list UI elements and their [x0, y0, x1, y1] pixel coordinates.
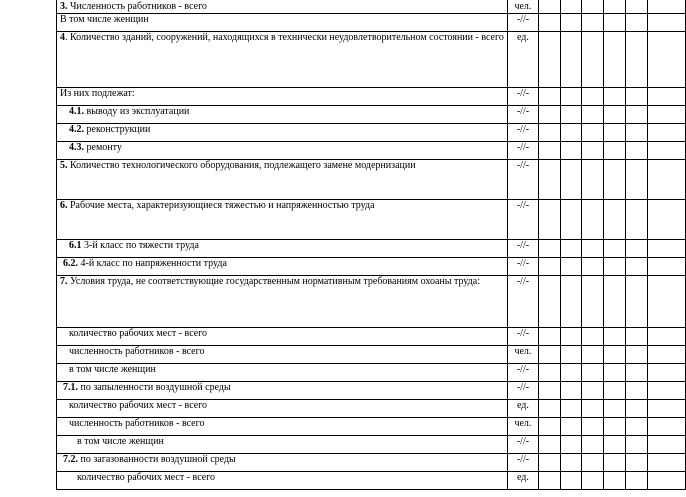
row-unit: -//-: [507, 454, 538, 472]
row-label: 7.2. по загазованности воздушной среды: [57, 454, 508, 472]
table-row: [57, 200, 686, 240]
table-row: [57, 472, 686, 490]
table-row: [57, 32, 686, 88]
row-label: 7.1. по запыленности воздушной среды: [57, 382, 508, 400]
row-unit: ед.: [507, 32, 538, 88]
table-row: [57, 240, 686, 258]
report-table: [56, 0, 686, 490]
table-row: [57, 346, 686, 364]
row-unit: -//-: [507, 240, 538, 258]
row-unit: -//-: [507, 14, 538, 32]
table-row: [57, 258, 686, 276]
table-row: [57, 124, 686, 142]
row-label: 6. Рабочие места, характеризующиеся тяжестью и напряженностью труда: [57, 200, 508, 240]
row-label: количество рабочих мест - всего: [57, 328, 508, 346]
row-label: 4. Количество зданий, сооружений, находящихся в технически неудовлетворительном состоянии - всего: [57, 32, 508, 88]
row-unit: -//-: [507, 142, 538, 160]
row-label: 6.1 3-й класс по тяжести труда: [57, 240, 508, 258]
row-unit: чел.: [507, 346, 538, 364]
row-unit: ед.: [507, 472, 538, 490]
row-unit: чел.: [507, 418, 538, 436]
row-label: в том числе женщин: [57, 436, 508, 454]
table-row: [57, 436, 686, 454]
row-unit: ед.: [507, 400, 538, 418]
row-unit: -//-: [507, 258, 538, 276]
table-row: [57, 88, 686, 106]
table-row: [57, 142, 686, 160]
table-row: [57, 276, 686, 328]
row-label: 4.2. реконструкции: [57, 124, 508, 142]
row-label: 5. Количество технологического оборудования, подлежащего замене модернизации: [57, 160, 508, 200]
row-label: количество рабочих мест - всего: [57, 400, 508, 418]
row-unit: -//-: [507, 276, 538, 328]
table-row: [57, 14, 686, 32]
row-unit: -//-: [507, 106, 538, 124]
table-row: [57, 328, 686, 346]
row-unit: -//-: [507, 124, 538, 142]
row-label: В том числе женщин: [57, 14, 508, 32]
row-unit: -//-: [507, 436, 538, 454]
row-unit: -//-: [507, 160, 538, 200]
table-row: [57, 160, 686, 200]
row-label: численность работников - всего: [57, 346, 508, 364]
row-unit: -//-: [507, 382, 538, 400]
row-label: 7. Условия труда, не соответствующие государственным нормативным требованиям охоаны труда:: [57, 276, 508, 328]
row-label: Из них подлежат:: [57, 88, 508, 106]
row-label: 6.2. 4-й класс по напряженности труда: [57, 258, 508, 276]
table-row: [57, 0, 686, 14]
row-label: количество рабочих мест - всего: [57, 472, 508, 490]
row-label: 4.3. ремонту: [57, 142, 508, 160]
row-label: численность работников - всего: [57, 418, 508, 436]
row-unit: чел.: [507, 0, 538, 14]
row-label: в том числе женщин: [57, 364, 508, 382]
row-unit: -//-: [507, 328, 538, 346]
row-unit: -//-: [507, 364, 538, 382]
table-row: [57, 364, 686, 382]
row-label: 3. Численность работников - всего: [57, 0, 508, 14]
row-unit: -//-: [507, 88, 538, 106]
row-label: 4.1. выводу из эксплуатации: [57, 106, 508, 124]
table-row: [57, 382, 686, 400]
table-row: [57, 418, 686, 436]
table-row: [57, 454, 686, 472]
table-row: [57, 400, 686, 418]
row-unit: -//-: [507, 200, 538, 240]
table-row: [57, 106, 686, 124]
